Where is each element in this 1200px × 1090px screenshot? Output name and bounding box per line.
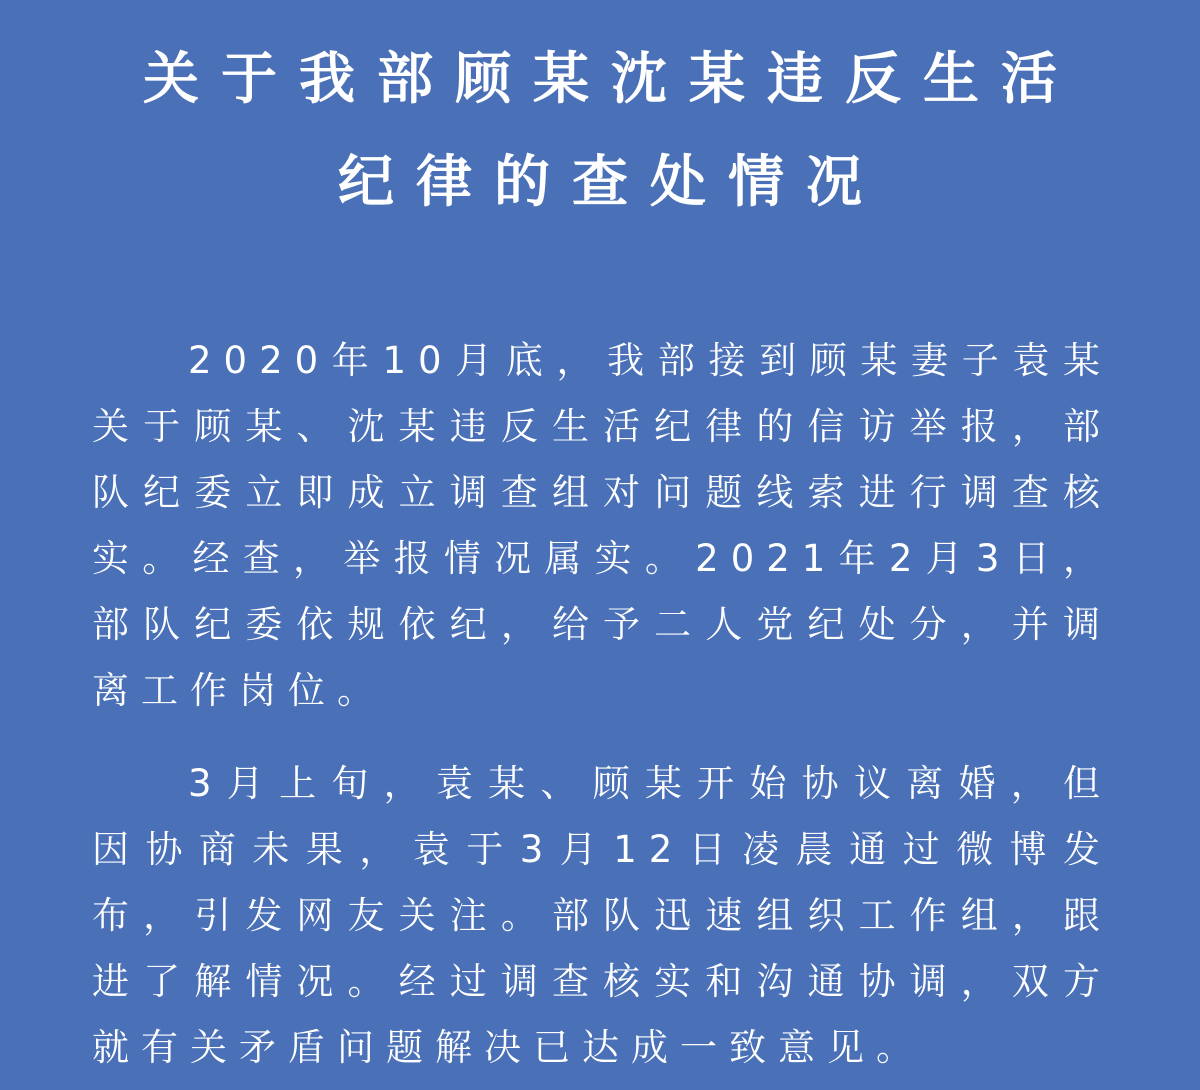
paragraph-line: 部队纪委依规依纪，给予二人党纪处分，并调: [92, 603, 1112, 646]
paragraph-line: 实。经查，举报情况属实。2021年2月3日，: [92, 537, 1112, 580]
paragraph-line: 2020年10月底，我部接到顾某妻子袁某: [188, 339, 1112, 382]
paragraph-line: 布，引发网友关注。部队迅速组织工作组，跟: [92, 894, 1112, 937]
paragraph-line: 关于顾某、沈某违反生活纪律的信访举报，部: [92, 405, 1112, 448]
paragraph-2: [92, 751, 1112, 1081]
paragraph-line: 就有关矛盾问题解决已达成一致意见。: [92, 1026, 925, 1069]
paragraph-line: 离工作岗位。: [92, 669, 386, 712]
paragraph-line: 因协商未果，袁于3月12日凌晨通过微博发: [92, 828, 1112, 871]
paragraph-line: 队纪委立即成立调查组对问题线索进行调查核: [92, 471, 1112, 514]
page-title-line-2: 纪律的查处情况: [338, 150, 884, 215]
paragraph-line: 进了解情况。经过调查核实和沟通协调，双方: [92, 960, 1112, 1003]
page-title-line-1: 关于我部顾某沈某违反生活: [143, 47, 1079, 112]
paragraph-1: [92, 328, 1112, 724]
paragraph-line: 3月上旬，袁某、顾某开始协议离婚，但: [188, 762, 1112, 805]
